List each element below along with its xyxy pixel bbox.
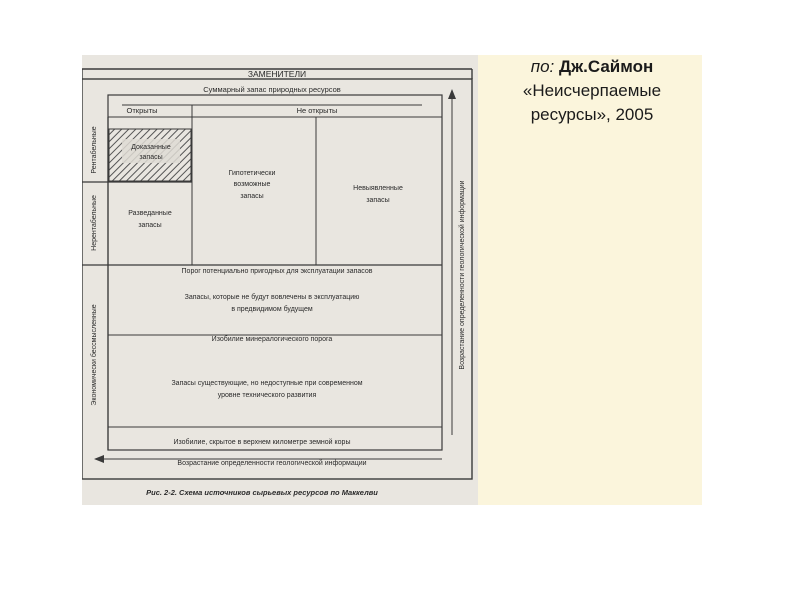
profitable-label: Рентабельные <box>91 126 98 174</box>
geo-certainty-vertical-label: Возрастание определенности геологической информации <box>459 180 466 370</box>
economically-meaningless-label: Экономически бессмысленные <box>91 304 98 406</box>
abundance-mineral-label: Изобилие минералогического порога <box>211 336 333 343</box>
hypothetical-label-3: запасы <box>240 193 264 200</box>
not-involved-label-2: в предвидимом будущем <box>231 306 313 313</box>
horizontal-arrow-head <box>94 455 104 463</box>
unrevealed-label-2: запасы <box>366 197 390 204</box>
source-caption <box>488 55 696 127</box>
existing-label-1: Запасы существующие, но недоступные при современном <box>171 380 363 387</box>
scanned-figure <box>82 55 478 505</box>
total-resources-label: Суммарный запас природных ресурсов <box>203 85 341 94</box>
hypothetical-label-2: возможные <box>233 181 271 188</box>
caption-prefix: по: <box>530 57 559 76</box>
substitutes-label: ЗАМЕНИТЕЛИ <box>247 69 307 79</box>
caption-author: Дж.Саймон <box>558 57 654 76</box>
undiscovered-label: Не открыты <box>296 106 338 115</box>
explored-label-1: Разведанные <box>128 210 172 217</box>
unprofitable-label: Нерентабельные <box>91 195 98 251</box>
mckelvey-diagram <box>82 55 478 505</box>
abundance-crust-label: Изобилие, скрытое в верхнем километре земной коры <box>173 439 351 446</box>
geo-certainty-horizontal-label: Возрастание определенности геологической информации <box>177 460 367 467</box>
caption-title-1: «Неисчерпаемые <box>522 81 662 100</box>
existing-label-2: уровне технического развития <box>217 392 317 399</box>
hypothetical-label-1: Гипотетически <box>228 170 276 177</box>
explored-label-2: запасы <box>138 222 162 229</box>
unrevealed-label-1: Невыявленные <box>353 185 403 192</box>
proven-label-1: Доказанные <box>131 144 171 151</box>
proven-label-2: запасы <box>139 154 163 161</box>
not-involved-label-1: Запасы, которые не будут вовлечены в эксплуатацию <box>184 294 360 301</box>
vertical-arrow-head <box>448 89 456 99</box>
discovered-label: Открыты <box>126 106 158 115</box>
threshold-label: Порог потенциально пригодных для эксплуатации запасов <box>181 268 373 275</box>
figure-caption: Рис. 2-2. Схема источников сырьевых ресурсов по Маккелви <box>146 488 378 497</box>
caption-title-2: ресурсы», 2005 <box>530 105 654 124</box>
